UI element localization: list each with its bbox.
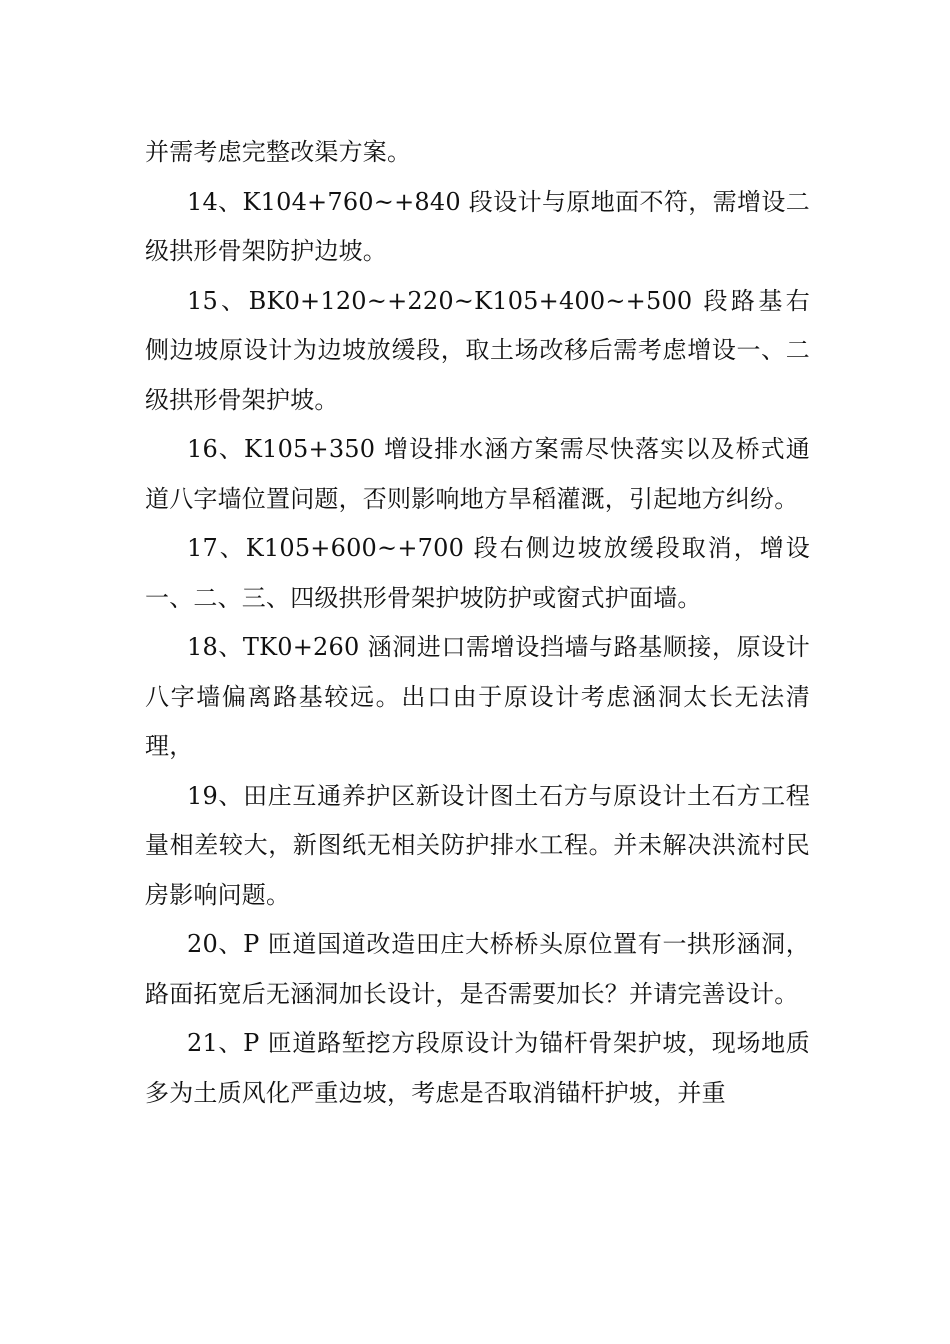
paragraph-item-15: 15、BK0+120~+220~K105+400~+500 段路基右侧边坡原设计为边坡放缓段，取土场改移后需考虑增设一、二级拱形骨架护坡。	[145, 286, 810, 414]
paragraph-item-19: 19、田庄互通养护区新设计图土石方与原设计土石方工程量相差较大，新图纸无相关防护排水工程。并未解决洪流村民房影响问题。	[145, 781, 810, 909]
paragraph-item-20: 20、P 匝道国道改造田庄大桥桥头原位置有一拱形涵洞，路面拓宽后无涵洞加长设计，是否需要加长？并请完善设计。	[145, 930, 810, 1008]
paragraph-continuation: 并需考虑完整改渠方案。	[145, 138, 412, 166]
paragraph-item-14: 14、K104+760~+840 段设计与原地面不符，需增设二级拱形骨架防护边坡。	[145, 187, 810, 265]
paragraph-item-18: 18、TK0+260 涵洞进口需增设挡墙与路基顺接，原设计八字墙偏离路基较远。出口由于原设计考虑涵洞太长无法清理，	[145, 633, 810, 760]
document-body	[145, 128, 810, 1118]
paragraph-item-17: 17、K105+600~+700 段右侧边坡放缓段取消，增设一、二、三、四级拱形骨架护坡防护或窗式护面墙。	[145, 534, 810, 612]
paragraph-item-21: 21、P 匝道路堑挖方段原设计为锚杆骨架护坡，现场地质多为土质风化严重边坡，考虑是否取消锚杆护坡，并重	[145, 1029, 810, 1107]
paragraph-item-16: 16、K105+350 增设排水涵方案需尽快落实以及桥式通道八字墙位置问题，否则影响地方旱稻灌溉，引起地方纠纷。	[145, 435, 810, 513]
